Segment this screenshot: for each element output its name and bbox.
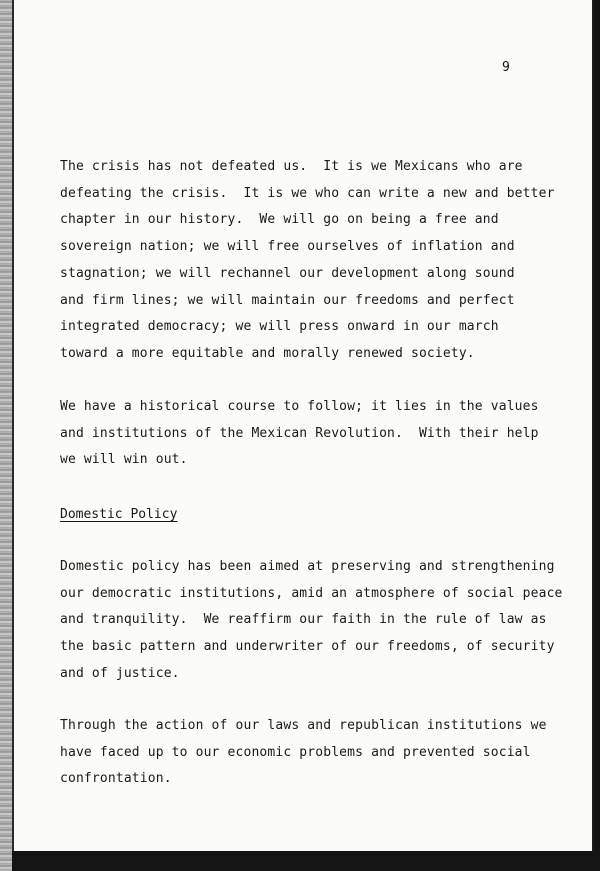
text-line: we will win out. — [60, 452, 188, 468]
text-line: Through the action of our laws and republican institutions we — [60, 718, 547, 733]
text-line: and tranquility. We reaffirm our faith in the rule of law as — [60, 612, 547, 628]
text-line: the basic pattern and underwriter of our freedoms, of security — [60, 639, 555, 655]
text-line: and firm lines; we will maintain our freedoms and perfect — [60, 292, 515, 308]
text-line: and of justice. — [60, 665, 180, 681]
scan-border-bottom — [12, 851, 600, 871]
document-page — [14, 0, 595, 851]
page-number: 9 — [502, 60, 510, 75]
text-line: Domestic policy has been aimed at preserving and strengthening — [60, 559, 555, 574]
scan-edge — [0, 0, 12, 871]
paragraph-laws — [60, 713, 580, 793]
text-line: sovereign nation; we will free ourselves of inflation and — [60, 239, 515, 255]
text-line: defeating the crisis. It is we who can write a new and better — [60, 185, 555, 201]
text-line: and institutions of the Mexican Revolution. With their help — [60, 425, 539, 441]
text-line: The crisis has not defeated us. It is we Mexicans who are — [60, 159, 523, 174]
paragraph-domestic-policy — [60, 554, 580, 688]
text-line: integrated democracy; we will press onward in our march — [60, 319, 499, 335]
paragraph-crisis — [60, 154, 580, 368]
text-line: toward a more equitable and morally renewed society. — [60, 345, 475, 361]
scan-border-right — [594, 0, 600, 871]
section-heading: Domestic Policy — [60, 507, 178, 522]
text-line: stagnation; we will rechannel our development along sound — [60, 265, 515, 281]
text-line: We have a historical course to follow; it lies in the values — [60, 399, 539, 414]
text-line: chapter in our history. We will go on being a free and — [60, 212, 499, 228]
text-line: our democratic institutions, amid an atmosphere of social peace — [60, 585, 563, 601]
text-line: confrontation. — [60, 771, 172, 787]
paragraph-historical-course — [60, 394, 580, 474]
text-line: have faced up to our economic problems and prevented social — [60, 744, 531, 760]
